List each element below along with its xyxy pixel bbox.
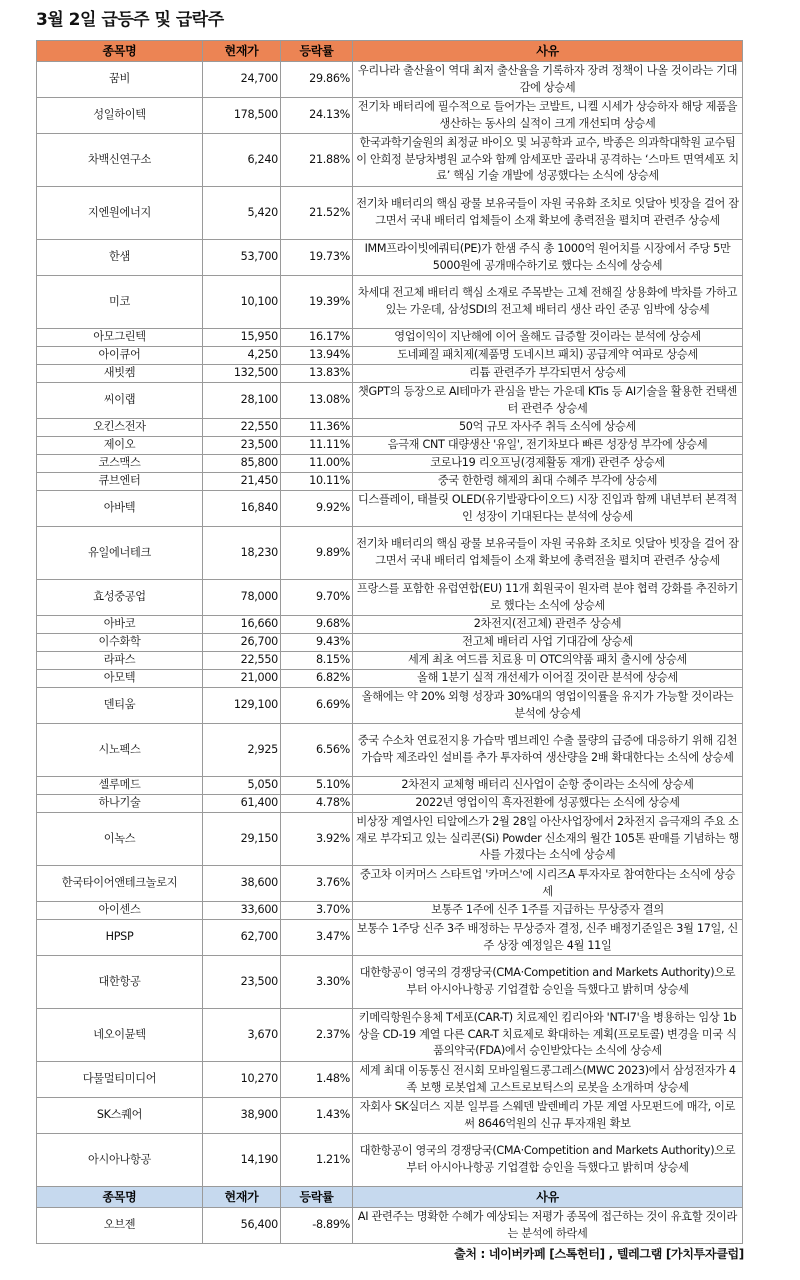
reason-text: 전고체 배터리 사업 기대감에 상승세 bbox=[353, 634, 743, 652]
table-row bbox=[37, 134, 743, 187]
current-price: 5,420 bbox=[203, 187, 281, 240]
change-rate: 19.73% bbox=[281, 240, 353, 276]
table-row bbox=[37, 365, 743, 383]
table-row bbox=[37, 616, 743, 634]
stock-name: 아바코 bbox=[37, 616, 203, 634]
stock-name: 성일하이텍 bbox=[37, 98, 203, 134]
reason-text: 전기차 배터리의 핵심 광물 보유국들이 자원 국유화 조치로 잇달아 빗장을 걸어 잠그면서 국내 배터리 업체들이 소재 확보에 총력전을 펼치며 관련주 상승세 bbox=[353, 527, 743, 580]
stock-name: 제이오 bbox=[37, 437, 203, 455]
change-rate: 9.68% bbox=[281, 616, 353, 634]
current-price: 3,670 bbox=[203, 1009, 281, 1062]
source-credit: 출처 : 네이버카페 [스톡헌터] , 텔레그램 [가치투자클럽] bbox=[454, 1247, 744, 1261]
table-row bbox=[37, 347, 743, 365]
change-rate: 11.36% bbox=[281, 419, 353, 437]
stock-name: 아모텍 bbox=[37, 670, 203, 688]
change-rate: 11.11% bbox=[281, 437, 353, 455]
current-price: 24,700 bbox=[203, 62, 281, 98]
current-price: 18,230 bbox=[203, 527, 281, 580]
stock-name: 오브젠 bbox=[37, 1208, 203, 1244]
reason-text: 챗GPT의 등장으로 AI테마가 관심을 받는 가운데 KTis 등 AI기술을 활용한 컨택센터 관련주 상승세 bbox=[353, 383, 743, 419]
table-row bbox=[37, 527, 743, 580]
table-row bbox=[37, 1098, 743, 1134]
reason-text: 전기차 배터리의 핵심 광물 보유국들이 자원 국유화 조치로 잇달아 빗장을 걸어 잠그면서 국내 배터리 업체들이 소재 확보에 총력전을 펼치며 관련주 상승세 bbox=[353, 187, 743, 240]
reason-text: 리튬 관련주가 부각되면서 상승세 bbox=[353, 365, 743, 383]
header-name: 종목명 bbox=[37, 1187, 203, 1208]
change-rate: 3.47% bbox=[281, 920, 353, 956]
reason-text: 세계 최대 이동통신 전시회 모바일월드콩그레스(MWC 2023)에서 삼성전자가 4족 보행 로봇업체 고스트로보틱스의 로봇을 소개하며 상승세 bbox=[353, 1062, 743, 1098]
table-row bbox=[37, 956, 743, 1009]
stock-name: 효성중공업 bbox=[37, 580, 203, 616]
current-price: 23,500 bbox=[203, 437, 281, 455]
change-rate: 19.39% bbox=[281, 276, 353, 329]
change-rate: 1.21% bbox=[281, 1134, 353, 1187]
current-price: 132,500 bbox=[203, 365, 281, 383]
change-rate: 10.11% bbox=[281, 473, 353, 491]
change-rate: 21.52% bbox=[281, 187, 353, 240]
stock-name: 코스맥스 bbox=[37, 455, 203, 473]
reason-text: 키메릭항원수용체 T세포(CAR-T) 치료제인 킴리아와 'NT-I7'을 병용하는 임상 1b상을 CD-19 계열 다른 CAR-T 치료제로 확대하는 계획(프로토콜) 변경을 미국 식품의약국(FDA)에서 승인받았다는 소식에 상승세 bbox=[353, 1009, 743, 1062]
reason-text: 도네페질 패치제(제품명 도네시브 패치) 공급계약 여파로 상승세 bbox=[353, 347, 743, 365]
reason-text: AI 관련주는 명확한 수혜가 예상되는 저평가 종목에 접근하는 것이 유효할 것이라는 분석에 하락세 bbox=[353, 1208, 743, 1244]
change-rate: 16.17% bbox=[281, 329, 353, 347]
table-row bbox=[37, 1208, 743, 1244]
table-row bbox=[37, 813, 743, 866]
current-price: 78,000 bbox=[203, 580, 281, 616]
change-rate: 9.89% bbox=[281, 527, 353, 580]
current-price: 26,700 bbox=[203, 634, 281, 652]
stock-name: 아이센스 bbox=[37, 902, 203, 920]
current-price: 22,550 bbox=[203, 419, 281, 437]
stock-name: 오킨스전자 bbox=[37, 419, 203, 437]
header-rate: 등락률 bbox=[281, 1187, 353, 1208]
stock-name: 하나기술 bbox=[37, 795, 203, 813]
current-price: 22,550 bbox=[203, 652, 281, 670]
stock-table bbox=[36, 40, 743, 1244]
current-price: 16,660 bbox=[203, 616, 281, 634]
rising-stocks-list bbox=[37, 62, 743, 1187]
stock-name: 셀루메드 bbox=[37, 777, 203, 795]
stock-name: 네오이뮨텍 bbox=[37, 1009, 203, 1062]
reason-text: 보통주 1주에 신주 1주를 지급하는 무상증자 결의 bbox=[353, 902, 743, 920]
table-row bbox=[37, 920, 743, 956]
stock-name: 아이큐어 bbox=[37, 347, 203, 365]
table-row bbox=[37, 652, 743, 670]
change-rate: 6.56% bbox=[281, 724, 353, 777]
table-row bbox=[37, 62, 743, 98]
change-rate: 9.70% bbox=[281, 580, 353, 616]
table-row bbox=[37, 866, 743, 902]
table-row bbox=[37, 777, 743, 795]
change-rate: 3.92% bbox=[281, 813, 353, 866]
reason-text: 코로나19 리오프닝(경제활동 재개) 관련주 상승세 bbox=[353, 455, 743, 473]
stock-name: 이수화학 bbox=[37, 634, 203, 652]
table-row bbox=[37, 383, 743, 419]
current-price: 38,900 bbox=[203, 1098, 281, 1134]
table-row bbox=[37, 724, 743, 777]
reason-text: 자회사 SK실더스 지분 일부를 스웨덴 발렌베리 가문 계열 사모펀드에 매각, 이로써 8646억원의 신규 투자재원 확보 bbox=[353, 1098, 743, 1134]
change-rate: -8.89% bbox=[281, 1208, 353, 1244]
reason-text: 보통수 1주당 신주 3주 배정하는 무상증자 결정, 신주 배정기준일은 3월 17일, 신주 상장 예정일은 4월 11일 bbox=[353, 920, 743, 956]
header-reason: 사유 bbox=[353, 1187, 743, 1208]
current-price: 56,400 bbox=[203, 1208, 281, 1244]
table-row bbox=[37, 670, 743, 688]
current-price: 21,450 bbox=[203, 473, 281, 491]
change-rate: 4.78% bbox=[281, 795, 353, 813]
current-price: 61,400 bbox=[203, 795, 281, 813]
table-row bbox=[37, 437, 743, 455]
stock-name: 미코 bbox=[37, 276, 203, 329]
table-row bbox=[37, 240, 743, 276]
change-rate: 13.83% bbox=[281, 365, 353, 383]
stock-name: 새빗켐 bbox=[37, 365, 203, 383]
table-row bbox=[37, 419, 743, 437]
reason-text: IMM프라이빗에쿼티(PE)가 한샘 주식 총 1000억 원어치를 시장에서 주당 5만 5000원에 공개매수하기로 했다는 소식에 상승세 bbox=[353, 240, 743, 276]
stock-name: 시노펙스 bbox=[37, 724, 203, 777]
change-rate: 5.10% bbox=[281, 777, 353, 795]
table-row bbox=[37, 329, 743, 347]
falling-stocks-list bbox=[37, 1208, 743, 1244]
table-row bbox=[37, 634, 743, 652]
stock-name: 지엔원에너지 bbox=[37, 187, 203, 240]
table-row bbox=[37, 580, 743, 616]
reason-text: 디스플레이, 태블릿 OLED(유기발광다이오드) 시장 진입과 함께 내년부터 본격적인 성장이 기대된다는 분석에 상승세 bbox=[353, 491, 743, 527]
reason-text: 차세대 전고체 배터리 핵심 소재로 주목받는 고체 전해질 상용화에 박차를 가하고 있는 가운데, 삼성SDI의 전고체 배터리 생산 라인 준공 임박에 상승세 bbox=[353, 276, 743, 329]
table-row bbox=[37, 902, 743, 920]
change-rate: 9.92% bbox=[281, 491, 353, 527]
change-rate: 6.69% bbox=[281, 688, 353, 724]
current-price: 28,100 bbox=[203, 383, 281, 419]
table-row bbox=[37, 1009, 743, 1062]
stock-name: 다물멀티미디어 bbox=[37, 1062, 203, 1098]
table-row bbox=[37, 187, 743, 240]
current-price: 10,100 bbox=[203, 276, 281, 329]
change-rate: 13.94% bbox=[281, 347, 353, 365]
current-price: 53,700 bbox=[203, 240, 281, 276]
stock-name: 큐브엔터 bbox=[37, 473, 203, 491]
stock-name: 꿈비 bbox=[37, 62, 203, 98]
current-price: 5,050 bbox=[203, 777, 281, 795]
current-price: 129,100 bbox=[203, 688, 281, 724]
stock-name: 유일에너테크 bbox=[37, 527, 203, 580]
reason-text: 영업이익이 지난해에 이어 올해도 급증할 것이라는 분석에 상승세 bbox=[353, 329, 743, 347]
reason-text: 중국 한한령 해제의 최대 수혜주 부각에 상승세 bbox=[353, 473, 743, 491]
reason-text: 프랑스를 포함한 유럽연합(EU) 11개 회원국이 원자력 분야 협력 강화를 추진하기로 했다는 소식에 상승세 bbox=[353, 580, 743, 616]
change-rate: 21.88% bbox=[281, 134, 353, 187]
current-price: 10,270 bbox=[203, 1062, 281, 1098]
page-title: 3월 2일 급등주 및 급락주 bbox=[36, 10, 224, 30]
change-rate: 1.48% bbox=[281, 1062, 353, 1098]
current-price: 16,840 bbox=[203, 491, 281, 527]
reason-text: 중고차 이커머스 스타트업 '카머스'에 시리즈A 투자자로 참여한다는 소식에 상승세 bbox=[353, 866, 743, 902]
stock-name: 씨이랩 bbox=[37, 383, 203, 419]
current-price: 29,150 bbox=[203, 813, 281, 866]
current-price: 33,600 bbox=[203, 902, 281, 920]
change-rate: 3.76% bbox=[281, 866, 353, 902]
reason-text: 중국 수소차 연료전지용 가습막 멤브레인 수출 물량의 급증에 대응하기 위해 김천 가습막 제조라인 설비를 추가 투자하여 생산량을 2배 확대한다는 소식에 상승세 bbox=[353, 724, 743, 777]
reason-text: 세계 최초 여드름 치료용 미 OTC의약품 패치 출시에 상승세 bbox=[353, 652, 743, 670]
reason-text: 올해에는 약 20% 외형 성장과 30%대의 영업이익률을 유지가 가능할 것이라는 분석에 상승세 bbox=[353, 688, 743, 724]
table-row bbox=[37, 473, 743, 491]
change-rate: 2.37% bbox=[281, 1009, 353, 1062]
rising-header bbox=[37, 41, 743, 62]
current-price: 23,500 bbox=[203, 956, 281, 1009]
reason-text: 한국과학기술원의 최정균 바이오 및 뇌공학과 교수, 박종은 의과학대학원 교수팀이 안희정 분당차병원 교수와 함께 암세포만 골라내 공격하는 ‘스마트 면역세포 치료’ 핵심 기술 개발에 성공했다는 소식에 상승세 bbox=[353, 134, 743, 187]
header-price: 현재가 bbox=[203, 1187, 281, 1208]
stock-name: 이녹스 bbox=[37, 813, 203, 866]
reason-text: 50억 규모 자사주 취득 소식에 상승세 bbox=[353, 419, 743, 437]
change-rate: 3.30% bbox=[281, 956, 353, 1009]
reason-text: 음극재 CNT 대량생산 '유일', 전기차보다 빠른 성장성 부각에 상승세 bbox=[353, 437, 743, 455]
reason-text: 2차전지 교체형 배터리 신사업이 순항 중이라는 소식에 상승세 bbox=[353, 777, 743, 795]
reason-text: 대한항공이 영국의 경쟁당국(CMA·Competition and Markets Authority)으로부터 아시아나항공 기업결합 승인을 득했다고 밝히며 상승세 bbox=[353, 956, 743, 1009]
stock-name: 아바텍 bbox=[37, 491, 203, 527]
stock-name: 한샘 bbox=[37, 240, 203, 276]
stock-name: HPSP bbox=[37, 920, 203, 956]
stock-name: 차백신연구소 bbox=[37, 134, 203, 187]
change-rate: 11.00% bbox=[281, 455, 353, 473]
stock-name: SK스퀘어 bbox=[37, 1098, 203, 1134]
header-price: 현재가 bbox=[203, 41, 281, 62]
table-row bbox=[37, 1134, 743, 1187]
current-price: 6,240 bbox=[203, 134, 281, 187]
header-name: 종목명 bbox=[37, 41, 203, 62]
change-rate: 8.15% bbox=[281, 652, 353, 670]
stock-name: 대한항공 bbox=[37, 956, 203, 1009]
table-row bbox=[37, 455, 743, 473]
reason-text: 올해 1분기 실적 개선세가 이어질 것이란 분석에 상승세 bbox=[353, 670, 743, 688]
stock-name: 라파스 bbox=[37, 652, 203, 670]
table-row bbox=[37, 688, 743, 724]
reason-text: 비상장 계열사인 티알에스가 2월 28일 아산사업장에서 2차전지 음극재의 주요 소재로 부각되고 있는 실리콘(Si) Powder 신소재의 월간 105톤 판매를 기념하는 행사를 가졌다는 소식에 상승세 bbox=[353, 813, 743, 866]
table-row bbox=[37, 795, 743, 813]
reason-text: 2차전지(전고체) 관련주 상승세 bbox=[353, 616, 743, 634]
change-rate: 24.13% bbox=[281, 98, 353, 134]
stock-name: 아시아나항공 bbox=[37, 1134, 203, 1187]
stock-name: 한국타이어앤테크놀로지 bbox=[37, 866, 203, 902]
current-price: 38,600 bbox=[203, 866, 281, 902]
change-rate: 1.43% bbox=[281, 1098, 353, 1134]
header-rate: 등락률 bbox=[281, 41, 353, 62]
current-price: 85,800 bbox=[203, 455, 281, 473]
change-rate: 29.86% bbox=[281, 62, 353, 98]
change-rate: 9.43% bbox=[281, 634, 353, 652]
current-price: 178,500 bbox=[203, 98, 281, 134]
change-rate: 13.08% bbox=[281, 383, 353, 419]
current-price: 14,190 bbox=[203, 1134, 281, 1187]
change-rate: 3.70% bbox=[281, 902, 353, 920]
reason-text: 대한항공이 영국의 경쟁당국(CMA·Competition and Markets Authority)으로부터 아시아나항공 기업결합 승인을 득했다고 밝히며 상승세 bbox=[353, 1134, 743, 1187]
current-price: 62,700 bbox=[203, 920, 281, 956]
falling-header bbox=[37, 1187, 743, 1208]
current-price: 15,950 bbox=[203, 329, 281, 347]
header-reason: 사유 bbox=[353, 41, 743, 62]
table-row bbox=[37, 1062, 743, 1098]
reason-text: 2022년 영업이익 흑자전환에 성공했다는 소식에 상승세 bbox=[353, 795, 743, 813]
change-rate: 6.82% bbox=[281, 670, 353, 688]
reason-text: 우리나라 출산율이 역대 최저 출산율을 기록하자 장려 정책이 나올 것이라는 기대감에 상승세 bbox=[353, 62, 743, 98]
reason-text: 전기차 배터리에 필수적으로 들어가는 코발트, 니켈 시세가 상승하자 해당 제품을 생산하는 동사의 실적이 크게 개선되며 상승세 bbox=[353, 98, 743, 134]
current-price: 21,000 bbox=[203, 670, 281, 688]
current-price: 4,250 bbox=[203, 347, 281, 365]
stock-name: 아모그린텍 bbox=[37, 329, 203, 347]
table-row bbox=[37, 98, 743, 134]
current-price: 2,925 bbox=[203, 724, 281, 777]
stock-name: 덴티움 bbox=[37, 688, 203, 724]
table-row bbox=[37, 491, 743, 527]
table-row bbox=[37, 276, 743, 329]
